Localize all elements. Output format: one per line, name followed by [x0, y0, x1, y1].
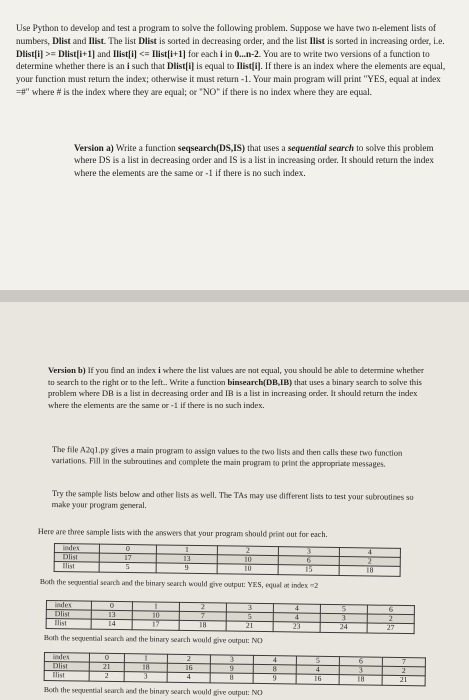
table-cell: 10: [132, 611, 179, 621]
table-cell: 13: [91, 610, 132, 620]
intro-paragraph: Use Python to develop and test a program to solve the following problem. Suppose we have two n-element lists of numbers, Dlist and Ilist. The list Dlist is sorted in decreasing order, and the list Ilist is sorted in increasing order, i.e. Dlist[i] >= Dlist[i+1] and Ilist[i] <= Ilist[i+1] for each i in 0...n-2. You are to write two versions of a function to determine whether there is an i such that Dlist[i] is equal to Ilist[i]. If there is an index where the elements are equal, your function must return the index; otherwise it must return -1. Your main program will print "YES, equal at index =#" where # is the index where they are equal; or "NO" if there is no index where they are equal.: [16, 23, 446, 97]
table-cell: 9: [253, 674, 296, 684]
table-cell: 5: [226, 612, 273, 622]
row-label: Ilist: [46, 619, 91, 629]
table-cell: 21: [382, 676, 425, 686]
table-cell: 5: [296, 656, 339, 666]
row-label: Dlist: [54, 553, 99, 563]
table-cell: 2: [217, 546, 278, 556]
sample-table-3: [44, 652, 426, 686]
table-cell: 18: [339, 566, 400, 576]
row-label: index: [44, 653, 89, 663]
table-cell: 2: [339, 557, 400, 567]
row-label: Dlist: [46, 610, 91, 620]
table-cell: 2: [367, 614, 414, 624]
table-cell: 8: [210, 673, 253, 683]
table-cell: 23: [273, 622, 320, 632]
table-cell: 2: [382, 666, 425, 676]
table-cell: 16: [167, 663, 210, 673]
table-cell: 7: [382, 657, 425, 667]
sample-lists-intro: Here are three sample lists with the answers that your program should print out for each.: [37, 526, 328, 540]
table-cell: 3: [124, 672, 167, 682]
table-cell: 10: [217, 564, 278, 574]
row-label: Dlist: [44, 662, 89, 672]
table-cell: 0: [89, 653, 124, 663]
table-cell: 3: [226, 603, 273, 613]
table-2-output: Both the sequential search and the binary search would give output: NO: [43, 633, 263, 646]
row-label: Ilist: [44, 671, 89, 681]
table-cell: 9: [210, 664, 253, 674]
table-cell: 3: [339, 666, 382, 676]
table-cell: 27: [367, 623, 414, 633]
table-cell: 17: [99, 553, 156, 563]
table-cell: 4: [339, 547, 400, 557]
table-cell: 5: [320, 604, 367, 614]
table-cell: 3: [210, 655, 253, 665]
table-cell: 4: [296, 665, 339, 675]
table-cell: 16: [296, 674, 339, 684]
table-cell: 4: [253, 655, 296, 665]
table-cell: 18: [339, 675, 382, 685]
sample-table-1: [54, 543, 401, 576]
table-cell: 17: [132, 620, 179, 630]
table-cell: 15: [278, 565, 339, 575]
table-cell: 1: [132, 602, 179, 612]
row-label: index: [46, 601, 91, 611]
table-cell: 0: [99, 544, 156, 554]
table-cell: 6: [367, 605, 414, 615]
table-cell: 2: [179, 602, 226, 612]
row-label: Ilist: [54, 562, 99, 572]
table-cell: 1: [156, 545, 217, 555]
table-cell: 6: [278, 556, 339, 566]
table-cell: 9: [156, 563, 217, 573]
table-cell: 21: [89, 662, 124, 672]
table-cell: 3: [320, 614, 367, 624]
table-cell: 2: [167, 654, 210, 664]
table-cell: 4: [273, 613, 320, 623]
table-cell: 8: [253, 665, 296, 675]
version-b-paragraph: Version b) If you find an index i where the list values are not equal, you should be able to determine whether to search to the right or to the left.. Write a function binsearch(DB,IB) that uses a binary search to solve this problem where DB is a list in decreasing order and IB is a list in increasing order. It should return the index where the elements are the same or -1 if there is no such index.: [48, 365, 424, 410]
page-divider: [0, 290, 469, 302]
file-paragraph: The file A2q1.py gives a main program to assign values to the two lists and then calls these two function variations. Fill in the subroutines and complete the main program to print the appropriate messages.: [51, 444, 403, 469]
page-1: [0, 0, 469, 290]
table-cell: 6: [339, 657, 382, 667]
table-1-output: Both the sequential search and the binary search would give output: YES, equal at index =2: [39, 577, 319, 590]
table-cell: 7: [179, 612, 226, 622]
table-cell: 21: [226, 621, 273, 631]
table-cell: 1: [124, 654, 167, 664]
table-cell: 14: [91, 620, 132, 630]
table-cell: 0: [91, 601, 132, 611]
table-cell: 2: [89, 672, 124, 682]
table-cell: 4: [167, 673, 210, 683]
sample-table-2: [46, 600, 415, 634]
table-cell: 24: [320, 623, 367, 633]
table-cell: 4: [273, 604, 320, 614]
table-cell: 3: [278, 547, 339, 557]
table-3-output: Both the sequential search and the binary search would give output: NO: [43, 685, 263, 698]
table-cell: 18: [124, 663, 167, 673]
table-cell: 18: [179, 621, 226, 631]
page-2: [0, 302, 469, 700]
table-cell: 5: [99, 563, 156, 573]
version-a-paragraph: Version a) Write a function seqsearch(DS,IS) that uses a sequential search to solve this problem where DS is a list in decreasing order and IS is a list in increasing order. It should return the index where the elements are the same or -1 if there is no such index.: [74, 143, 435, 178]
row-label: index: [54, 544, 99, 554]
table-cell: 10: [217, 555, 278, 565]
table-cell: 13: [156, 554, 217, 564]
try-paragraph: Try the sample lists below and other lists as well. The TAs may use different lists to test your subroutines so make your program general.: [51, 488, 414, 511]
